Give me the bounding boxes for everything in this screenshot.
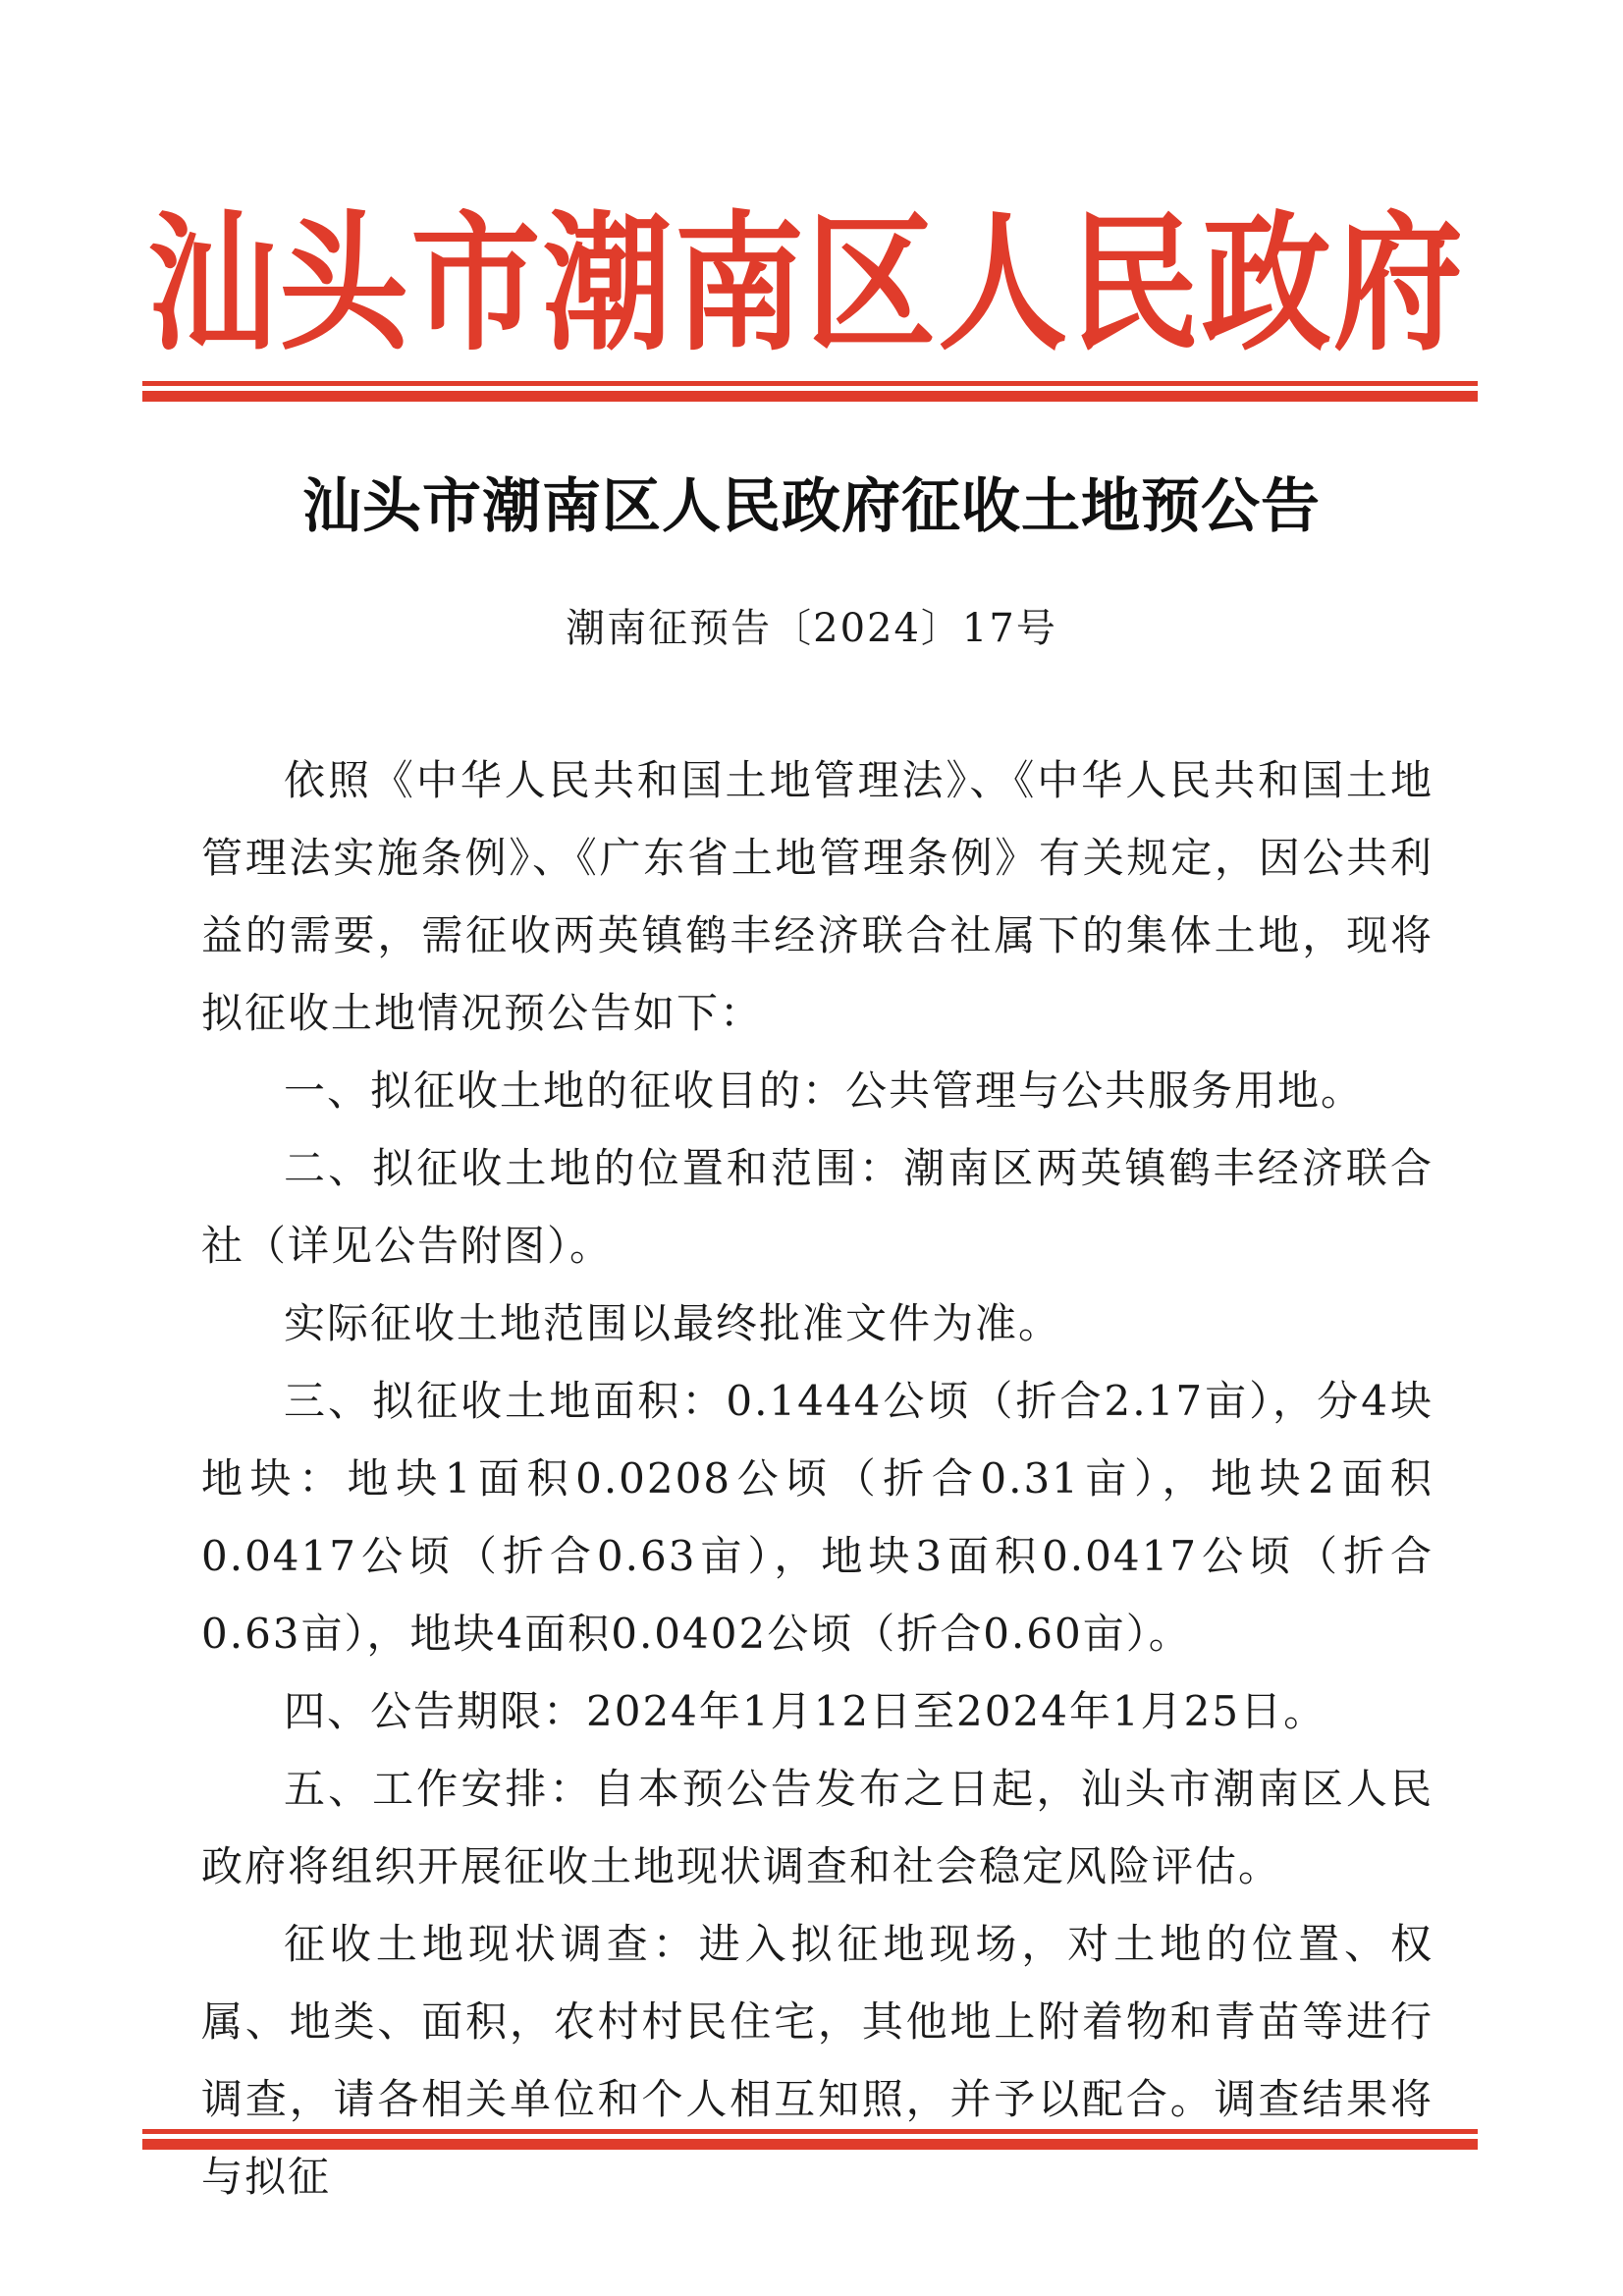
issuer-masthead	[147, 196, 1463, 372]
masthead-char: 潮	[542, 196, 673, 372]
masthead-char: 市	[410, 196, 541, 372]
footer-rule-thick	[142, 2139, 1478, 2150]
paragraph-area: 三、拟征收土地面积：0.1444公顷（折合2.17亩），分4块地块：地块1面积0.0208公顷（折合0.31亩），地块2面积0.0417公顷（折合0.63亩），地块3面积0.0417公顷（折合0.63亩），地块4面积0.0402公顷（折合0.60亩）。	[201, 1377, 1434, 1658]
footer-rule-thin	[142, 2129, 1478, 2134]
masthead-char: 人	[938, 196, 1068, 372]
masthead-char: 府	[1332, 196, 1463, 372]
paragraph-work-plan: 五、工作安排：自本预公告发布之日起，汕头市潮南区人民政府将组织开展征收土地现状调查和社会稳定风险评估。	[201, 1765, 1434, 1890]
paragraph-purpose: 一、拟征收土地的征收目的：公共管理与公共服务用地。	[284, 1066, 1365, 1115]
masthead-char: 头	[279, 196, 409, 372]
header-rule-thick	[142, 391, 1478, 402]
masthead-char: 政	[1201, 196, 1331, 372]
document-body	[201, 741, 1434, 2215]
paragraph-period: 四、公告期限：2024年1月12日至2024年1月25日。	[284, 1687, 1327, 1735]
document-number: 潮南征预告〔2024〕17号	[566, 606, 1057, 651]
header-rule-thin	[142, 381, 1478, 386]
masthead-char: 南	[674, 196, 804, 372]
masthead-char: 区	[806, 196, 937, 372]
paragraph-intro: 依照《中华人民共和国土地管理法》、《中华人民共和国土地管理法实施条例》、《广东省土地管理条例》有关规定，因公共利益的需要，需征收两英镇鹤丰经济联合社属下的集体土地，现将拟征收土地情况预公告如下：	[201, 756, 1434, 1037]
masthead-char: 汕	[147, 196, 277, 372]
paragraph-location: 二、拟征收土地的位置和范围：潮南区两英镇鹤丰经济联合社（详见公告附图）。	[201, 1144, 1434, 1270]
masthead-char: 民	[1069, 196, 1200, 372]
document-title: 汕头市潮南区人民政府征收土地预公告	[302, 472, 1321, 541]
paragraph-survey: 征收土地现状调查：进入拟征地现场，对土地的位置、权属、地类、面积，农村村民住宅，其他地上附着物和青苗等进行调查，请各相关单位和个人相互知照，并予以配合。调查结果将与拟征	[201, 1920, 1434, 2201]
paragraph-scope-note: 实际征收土地范围以最终批准文件为准。	[284, 1299, 1062, 1347]
